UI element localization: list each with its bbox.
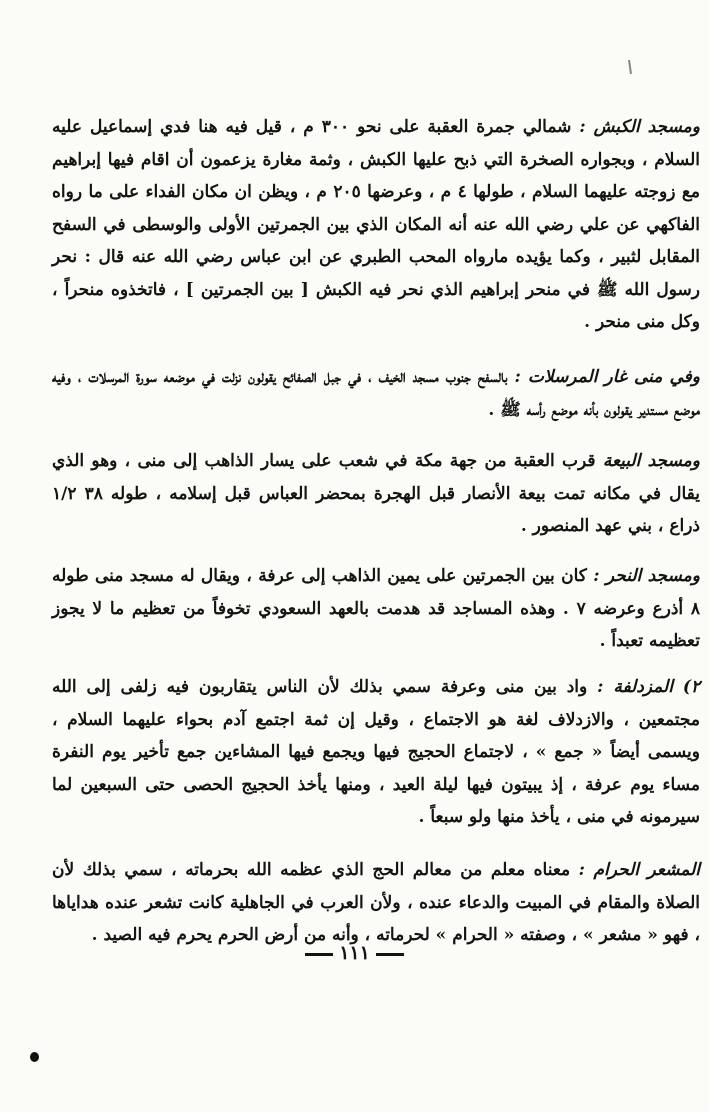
dash-left [376, 953, 404, 956]
paragraph-body: معناه معلم من معالم الحج الذي عظمه الله بحرماته ، سمي بذلك لأن الصلاة والمقام في المبيت والدعاء عنده ، ولأن العرب في الجاهلية كانت تشعر عنده هداياها ، فهو « مشعر » ، وصفته « الحرام » لحرماته ، وأنه من أرض الحرم يحرم فيه الصيد . [52, 860, 700, 945]
ink-dot [30, 1052, 39, 1062]
paragraph-al-muzdalifah [52, 671, 700, 834]
paragraph-heading: المشعر الحرام : [578, 860, 700, 880]
paragraph-heading: ومسجد الكبش : [579, 117, 700, 137]
paragraph-body: شمالي جمرة العقبة على نحو ٣٠٠ م ، قيل فيه هنا فدي إسماعيل عليه السلام ، وبجواره الصخرة التي ذبح عليها الكبش ، وثمة مغارة يزعمون أن اقام فيها إبراهيم مع زوجته عليهما السلام ، طولها ٤ م ، وعرضها ٢٠٥ م ، ويظن ان مكان الفداء على ما رواه الفاكهي عن علي رضي الله عنه أنه المكان الذي بين الجمرتين الأولى والوسطى في السفح المقابل لثبير ، وكما يؤيده مارواه المحب الطبري عن ابن عباس رضي الله عنه قال : نحر رسول الله ﷺ في منحر إبراهيم الذي نحر فيه الكبش [ بين الجمرتين ] ، فاتخذوه منحراً ، وكل منى منحر . [52, 117, 700, 332]
paragraph-heading: ٢) المزدلفة : [597, 677, 701, 697]
paragraph-body: كان بين الجمرتين على يمين الذاهب إلى عرفة ، ويقال له مسجد منى طوله ٨ أذرع وعرضه ٧ . وهذه المساجد قد هدمت بالعهد السعودي تخوفاً من تعظيم ما لا يجوز تعظيمه تعبداً . [52, 566, 700, 651]
paragraph-heading: ومسجد البيعة [602, 451, 700, 471]
paragraph-masjid-al-kabsh [52, 111, 700, 339]
ink-mark [628, 60, 632, 74]
paragraph-masjid-al-bayah [52, 445, 700, 543]
paragraph-masjid-al-nahr [52, 560, 700, 658]
page-number [0, 942, 709, 964]
paragraph-ghar-al-mursalat [52, 361, 700, 426]
paragraph-body: بالسفح جنوب مسجد الخيف ، في جبل الصفائح يقولون نزلت في موضعه سورة المرسلات ، وفيه موضع مستدير يقولون بأنه موضع رأسه ﷺ . [52, 367, 700, 420]
paragraph-heading: وفي منى غار المرسلات : [514, 367, 700, 387]
page-number-value: ١١١ [339, 942, 370, 964]
paragraph-al-mashar-al-haram [52, 854, 700, 952]
paragraph-body: واد بين منى وعرفة سمي بذلك لأن الناس يتقاربون فيه زلفى إلى الله مجتمعين ، والازدلاف لغة هو الاجتماع ، وقيل إن ثمة اجتمع آدم بحواء عليهما السلام ، ويسمى أيضاً « جمع » ، لاجتماع الحجيج فيها ويجمع فيها المشاءين جمع تأخير يوم النفرة مساء يوم عرفة ، إذ يبيتون فيها ليلة العيد ، ومنها يأخذ الحجيج الحصى حتى السبعين لما سيرمونه في منى ، يأخذ منها ولو سبعاً . [52, 677, 700, 827]
dash-right [305, 953, 333, 956]
paragraph-heading: ومسجد النحر : [593, 566, 700, 586]
paragraph-body: قرب العقبة من جهة مكة في شعب على يسار الذاهب إلى منى ، وهو الذي يقال في مكانه تمت بيعة الأنصار قبل الهجرة بمحضر العباس قبل إسلامه ، طوله ٣٨ ١/٢ ذراع ، بني عهد المنصور . [52, 451, 700, 536]
